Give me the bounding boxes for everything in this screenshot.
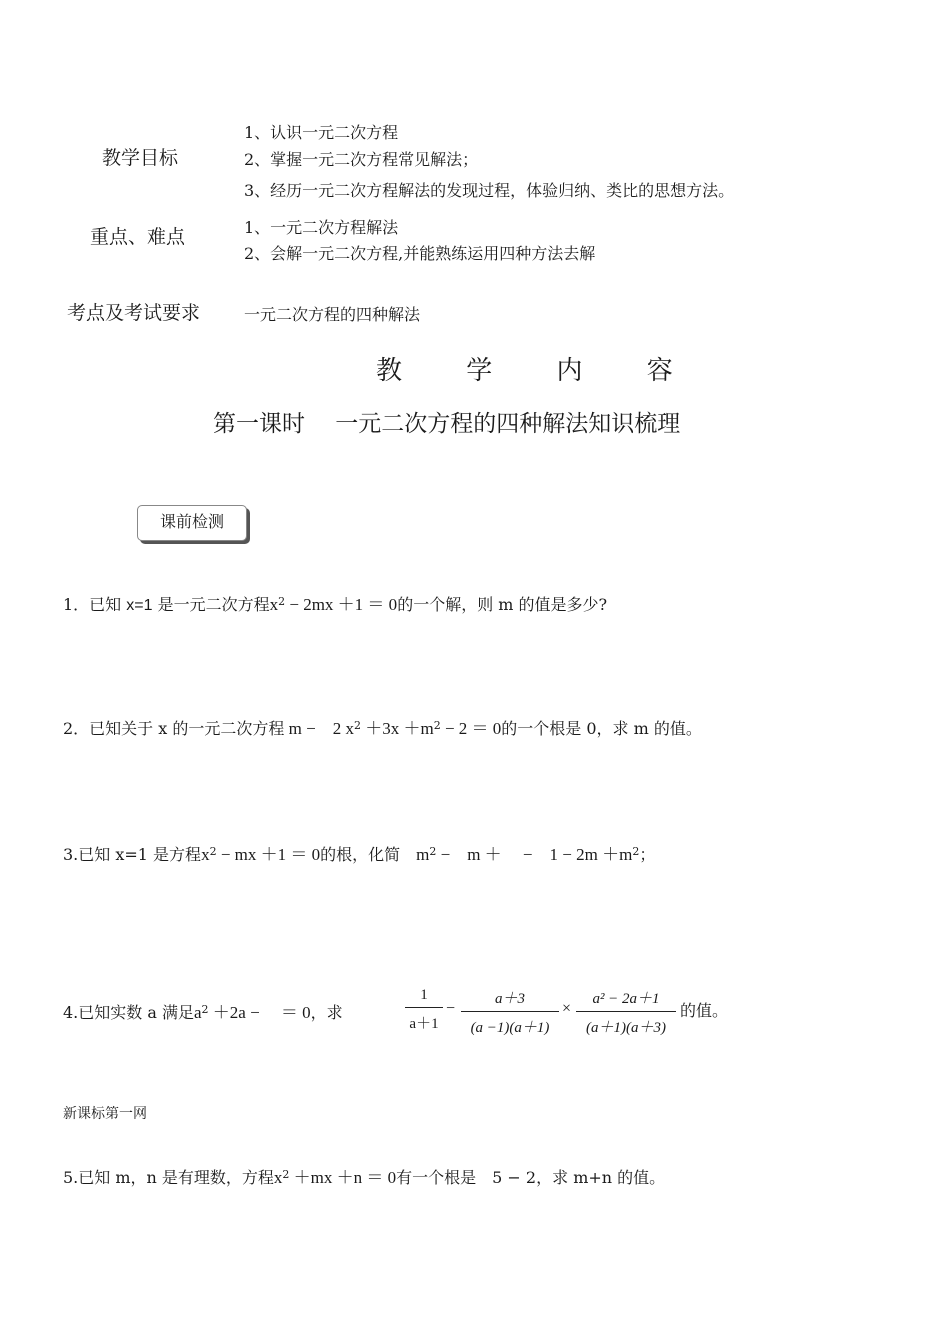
q4-f2-den: (a −1)(a＋1): [470, 1020, 550, 1036]
q4-minus: −: [446, 1000, 456, 1017]
q4-fraction-2: [461, 987, 559, 1037]
question-5: [63, 1163, 665, 1188]
q3-eq-d: − m ＋ − 1 − 2m ＋m: [436, 845, 633, 864]
q2-eq-a: m − 2 x: [284, 719, 354, 738]
q2-eq-c: − 2 ＝ 0: [440, 719, 502, 738]
q5-eq-a: x: [273, 1168, 283, 1187]
q1-eq-sup: 2: [278, 595, 286, 608]
q5-prefix: 5.已知 m，n 是有理数，方程: [63, 1168, 274, 1187]
goal-item-3: 3、经历一元二次方程解法的发现过程，体验归纳、类比的思想方法。: [244, 181, 735, 200]
key-points-label: 重点、难点: [90, 226, 186, 248]
q1-eq-b: − 2mx ＋1 ＝ 0: [285, 595, 398, 614]
q4-fraction-3: [576, 987, 676, 1037]
q1-prefix: 1．已知: [63, 595, 127, 614]
question-2: [63, 714, 702, 739]
q3-eq-sup2: 2: [429, 845, 437, 858]
pretest-button[interactable]: 课前检测: [137, 505, 247, 541]
content-title: 教 学 内 容: [376, 356, 701, 386]
q4-f1-num: 1: [405, 987, 443, 1008]
q4-fraction-1: [405, 987, 443, 1033]
q1-eq-a: x: [269, 595, 279, 614]
q2-eq-sup2: 2: [433, 719, 441, 732]
q3-eq-sup: 2: [209, 845, 217, 858]
q5-mid: 有一个根是 5 − 2: [396, 1168, 537, 1187]
exam-label: 考点及考试要求: [67, 302, 201, 324]
key-point-2: 2、会解一元二次方程,并能熟练运用四种方法去解: [244, 244, 596, 263]
q4-eq-a: a: [193, 1003, 202, 1022]
q1-x-value: x=1: [126, 597, 153, 614]
goal-item-1: 1、认识一元二次方程: [244, 123, 399, 142]
q4-f3-den: (a＋1)(a＋3): [586, 1020, 666, 1036]
q2-eq-b: ＋3x ＋m: [360, 719, 434, 738]
q5-suffix: ，求 m+n 的值。: [536, 1168, 666, 1187]
q5-eq-b: ＋mx ＋n ＝ 0: [289, 1168, 397, 1187]
key-point-1: 1、一元二次方程解法: [244, 218, 399, 237]
q4-eq-sup: 2: [201, 1003, 209, 1016]
q4-prefix: 4.已知实数 a 满足: [63, 1003, 194, 1022]
goals-label: 教学目标: [102, 147, 179, 169]
q1-suffix: 的一个解，则 m 的值是多少?: [397, 595, 608, 614]
goal-item-2: 2、掌握一元二次方程常见解法；: [244, 150, 479, 169]
q4-f3-num: a² − 2a＋1: [576, 987, 676, 1012]
q3-mid: 的根，化简: [320, 845, 417, 864]
q4-eq-b: ＋2a − ＝ 0: [208, 1003, 311, 1022]
q5-eq-sup: 2: [282, 1168, 290, 1181]
q1-mid: 是一元二次方程: [152, 595, 270, 614]
lesson-title: 第一课时 一元二次方程的四种解法知识梳理: [213, 411, 681, 437]
q2-eq-sup: 2: [353, 719, 361, 732]
q3-eq-c: m: [416, 845, 430, 864]
q4-mid: ，求: [310, 1003, 343, 1022]
q2-prefix: 2．已知关于 x 的一元二次方程: [63, 719, 285, 738]
q3-prefix: 3.已知 x=1 是方程: [63, 845, 202, 864]
question-1: [63, 590, 607, 615]
q3-eq-a: x: [201, 845, 210, 864]
q3-suffix: ；: [639, 845, 656, 864]
q4-times: ×: [562, 1000, 572, 1017]
q3-eq-b: − mx ＋1 ＝ 0: [216, 845, 321, 864]
question-3: [63, 840, 655, 865]
q4-f1-den: a＋1: [409, 1016, 439, 1032]
q4-suffix: 的值。: [680, 1001, 729, 1020]
q2-suffix: 的一个根是 0，求 m 的值。: [501, 719, 702, 738]
exam-value: 一元二次方程的四种解法: [244, 305, 421, 324]
question-4: [63, 998, 343, 1023]
q4-f2-num: a＋3: [461, 987, 559, 1012]
q3-eq-sup3: 2: [632, 845, 640, 858]
watermark-text: 新课标第一网: [63, 1106, 147, 1122]
